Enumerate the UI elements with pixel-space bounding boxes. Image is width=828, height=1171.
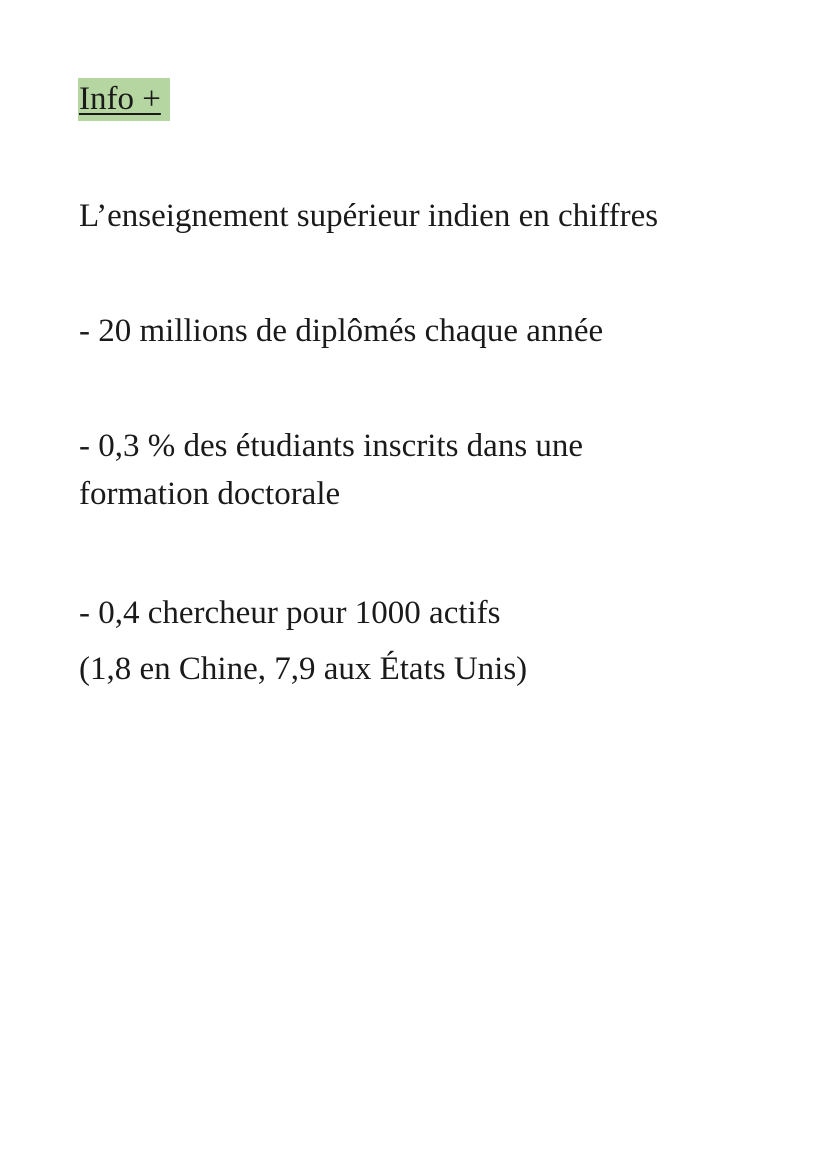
list-item-line: - 20 millions de diplômés chaque année: [79, 313, 604, 349]
list-item-line: - 0,4 chercheur pour 1000 actifs: [79, 595, 501, 631]
document-heading: L’enseignement supérieur indien en chiffres: [79, 198, 659, 234]
list-item-line: - 0,3 % des étudiants inscrits dans une: [79, 428, 584, 464]
list-item-line: formation doctorale: [79, 476, 341, 512]
list-item: [79, 422, 583, 518]
list-item: [79, 307, 603, 355]
list-item: [79, 585, 527, 697]
list-item-line: (1,8 en Chine, 7,9 aux États Unis): [79, 651, 528, 687]
info-plus-tag: Info +: [78, 78, 170, 121]
